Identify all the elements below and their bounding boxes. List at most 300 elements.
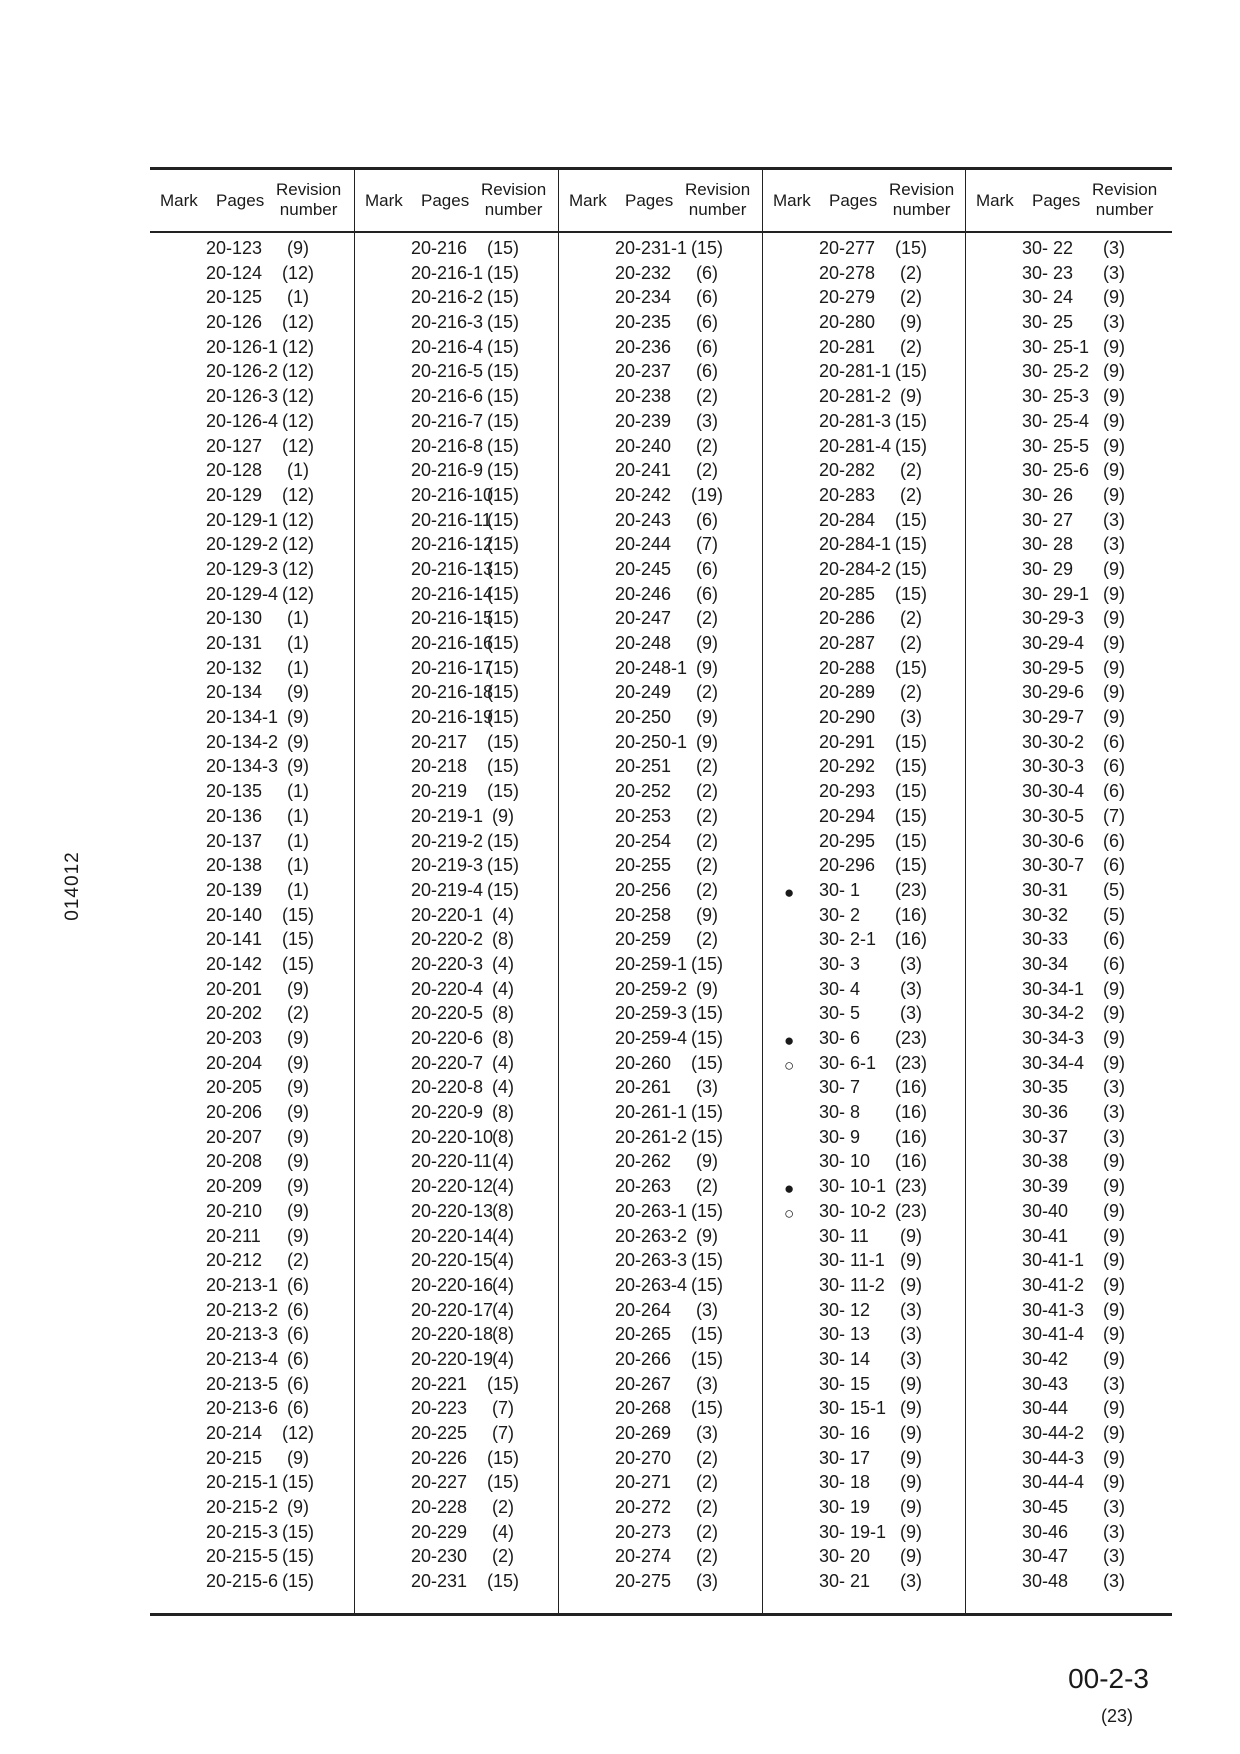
page-ref: 20-216-13: [411, 558, 494, 579]
table-row: [559, 287, 763, 312]
revision-number: (9): [900, 1373, 922, 1394]
page-ref: 30- 25-5: [1022, 435, 1090, 456]
table-row: [559, 1398, 763, 1423]
table-row: [559, 584, 763, 609]
page-ref: 30- 29: [1022, 558, 1074, 579]
revision-number: (2): [900, 460, 922, 481]
page-ref: 20-213-5: [206, 1373, 279, 1394]
page-ref: 20-282: [819, 460, 876, 481]
revision-number: (15): [282, 929, 315, 950]
table-row: [966, 485, 1170, 510]
page-ref: 20-216-12: [411, 534, 494, 555]
page-ref: 30-43: [1022, 1373, 1069, 1394]
page-ref: 30- 25-4: [1022, 410, 1090, 431]
page-ref: 20-262: [615, 1151, 672, 1172]
page-ref: 20-265: [615, 1324, 672, 1345]
page-ref: 20-281-2: [819, 386, 892, 407]
revision-number: (9): [1103, 1348, 1125, 1369]
table-row: [150, 386, 354, 411]
table-row: [559, 1324, 763, 1349]
revision-number: (9): [900, 1250, 922, 1271]
table-row: [150, 1077, 354, 1102]
page-ref: 30- 25: [1022, 312, 1074, 333]
table-row: [763, 1053, 967, 1078]
revision-number: (15): [487, 731, 520, 752]
page-ref: 20-215-6: [206, 1571, 279, 1592]
page-ref: 20-140: [206, 904, 263, 925]
table-row: [150, 1201, 354, 1226]
revision-number: (2): [900, 608, 922, 629]
page-ref: 20-215-2: [206, 1497, 279, 1518]
revision-number: (9): [1103, 1250, 1125, 1271]
table-row: [559, 979, 763, 1004]
revision-number: (2): [696, 1521, 718, 1542]
table-row: [966, 608, 1170, 633]
table-row: [150, 584, 354, 609]
table-row: [150, 1102, 354, 1127]
revision-number: (2): [696, 1447, 718, 1468]
table-row: [559, 337, 763, 362]
page-ref: 20-215-3: [206, 1521, 279, 1542]
table-row: [763, 682, 967, 707]
table-row: [966, 460, 1170, 485]
table-row: [966, 1077, 1170, 1102]
page-ref: 30- 23: [1022, 262, 1074, 283]
table-row: [966, 263, 1170, 288]
page-ref: 20-256: [615, 879, 672, 900]
page-ref: 30- 22: [1022, 238, 1074, 258]
page-ref: 30-29-3: [1022, 608, 1085, 629]
revision-number: (15): [282, 1571, 315, 1592]
revision-number: (23): [895, 1176, 928, 1197]
table-row: [966, 1127, 1170, 1152]
revision-number: (6): [1103, 929, 1125, 950]
page-ref: 20-280: [819, 312, 876, 333]
page-ref: 20-225: [411, 1423, 468, 1443]
page-ref: 20-281-1: [819, 361, 892, 382]
table-row: [763, 1324, 967, 1349]
revision-number: (6): [287, 1324, 309, 1345]
table-row: [559, 954, 763, 979]
revision-number: (3): [900, 1003, 922, 1024]
revision-number: (15): [487, 312, 520, 333]
page-ref: 20-213-3: [206, 1324, 279, 1345]
revision-number: (15): [895, 855, 928, 876]
page-ref: 20-284: [819, 509, 876, 530]
revision-number: (12): [282, 583, 315, 604]
table-row: [355, 781, 559, 806]
table-row: [559, 436, 763, 461]
page-ref: 30- 19: [819, 1497, 871, 1518]
page-ref: 20-216-16: [411, 633, 494, 653]
table-row: [150, 1250, 354, 1275]
table-row: [150, 559, 354, 584]
revision-number: (15): [691, 1102, 724, 1123]
table-row: [763, 855, 967, 880]
page-ref: 20-215-5: [206, 1546, 279, 1567]
table-row: [763, 658, 967, 683]
table-row: [355, 979, 559, 1004]
page-ref: 20-216-5: [411, 361, 484, 382]
table-row: [355, 633, 559, 658]
page-ref: 20-277: [819, 238, 876, 258]
table-row: [559, 1522, 763, 1547]
header-mark: Mark: [976, 191, 1014, 210]
page-ref: 20-236: [615, 336, 672, 357]
table-row: [150, 1571, 354, 1596]
page-ref: 20-275: [615, 1571, 672, 1592]
table-row: [966, 979, 1170, 1004]
revision-number: (2): [696, 830, 718, 851]
revision-number: (9): [1103, 484, 1125, 505]
page-ref: 30- 13: [819, 1324, 871, 1345]
table-row: [559, 1077, 763, 1102]
revision-number: (6): [1103, 731, 1125, 752]
table-row: [763, 1028, 967, 1053]
page-ref: 30-30-4: [1022, 781, 1085, 802]
table-row: [966, 1324, 1170, 1349]
table-row: [150, 929, 354, 954]
revision-number: (9): [1103, 1274, 1125, 1295]
table-row: [966, 1201, 1170, 1226]
page-ref: 20-141: [206, 929, 263, 950]
revision-number: (15): [282, 1546, 315, 1567]
revision-number: (4): [492, 1151, 514, 1172]
page-ref: 20-126-1: [206, 336, 279, 357]
page-ref: 20-210: [206, 1200, 263, 1221]
revision-number: (6): [287, 1299, 309, 1320]
revision-number: (9): [900, 1398, 922, 1419]
page-ref: 20-204: [206, 1052, 263, 1073]
revision-number: (9): [287, 1126, 309, 1147]
revision-number: (2): [900, 682, 922, 703]
page-ref: 20-216-18: [411, 682, 494, 703]
table-row: [559, 312, 763, 337]
page-ref: 20-216-4: [411, 336, 484, 357]
revision-number: (6): [696, 583, 718, 604]
table-row: [763, 905, 967, 930]
page-ref: 30- 9: [819, 1126, 861, 1147]
table-row: [966, 1374, 1170, 1399]
revision-number: (9): [696, 904, 718, 925]
page-ref: 30-44-2: [1022, 1423, 1085, 1443]
table-row: [150, 1423, 354, 1448]
revision-number: (3): [696, 1373, 718, 1394]
page-ref: 20-288: [819, 657, 876, 678]
table-row: [355, 1226, 559, 1251]
page-ref: 20-286: [819, 608, 876, 629]
header-pages: Pages: [1032, 191, 1081, 210]
table-row: [559, 1201, 763, 1226]
revision-number: (5): [1103, 904, 1125, 925]
table-row: [966, 1423, 1170, 1448]
page-ref: 20-294: [819, 805, 876, 826]
table-row: [763, 1497, 967, 1522]
revision-number: (15): [487, 879, 520, 900]
table-row: [150, 1497, 354, 1522]
page-ref: 20-220-19: [411, 1348, 494, 1369]
revision-number: (1): [287, 879, 309, 900]
table-row: [150, 707, 354, 732]
page-ref: 20-220-1: [411, 904, 484, 925]
revision-number: (9): [1103, 1176, 1125, 1197]
revision-table: [150, 167, 1172, 1616]
revision-number: (15): [487, 756, 520, 777]
revision-number: (15): [895, 781, 928, 802]
revision-number: (9): [900, 1274, 922, 1295]
page-ref: 20-216: [411, 238, 468, 258]
revision-number: (6): [696, 509, 718, 530]
revision-number: (15): [487, 830, 520, 851]
revision-number: (6): [287, 1373, 309, 1394]
revision-number: (8): [492, 1200, 514, 1221]
table-row: [559, 707, 763, 732]
revision-number: (6): [1103, 781, 1125, 802]
page-ref: 30-41-4: [1022, 1324, 1085, 1345]
table-row: [150, 633, 354, 658]
revision-number: (15): [691, 1274, 724, 1295]
table-row: [966, 756, 1170, 781]
revision-number: (1): [287, 657, 309, 678]
table-row: [763, 361, 967, 386]
revision-number: (15): [487, 1373, 520, 1394]
page-ref: 30- 11-1: [819, 1250, 885, 1271]
revision-number: (3): [1103, 1521, 1125, 1542]
page-ref: 30- 7: [819, 1077, 861, 1098]
page-ref: 30- 25-6: [1022, 460, 1090, 481]
page-ref: 20-259: [615, 929, 672, 950]
table-row: [150, 1472, 354, 1497]
table-row: [559, 238, 763, 263]
revision-number: (15): [691, 1052, 724, 1073]
page-ref: 20-266: [615, 1348, 672, 1369]
revision-number: (9): [1103, 608, 1125, 629]
column-header: [559, 170, 763, 231]
table-row: [559, 1127, 763, 1152]
table-row: [763, 1349, 967, 1374]
page-ref: 20-223: [411, 1398, 468, 1419]
revision-number: (15): [282, 1472, 315, 1493]
revision-number: (15): [691, 1398, 724, 1419]
page-ref: 20-218: [411, 756, 468, 777]
revision-number: (15): [691, 953, 724, 974]
table-row: [355, 1151, 559, 1176]
page-ref: 20-239: [615, 410, 672, 431]
table-row: [763, 287, 967, 312]
page-ref: 20-220-17: [411, 1299, 494, 1320]
page-ref: 30-30-2: [1022, 731, 1085, 752]
revision-number: (9): [287, 707, 309, 728]
revision-number: (7): [1103, 805, 1125, 826]
page-ref: 20-206: [206, 1102, 263, 1123]
revision-number: (16): [895, 1151, 928, 1172]
page-ref: 30-46: [1022, 1521, 1069, 1542]
table-row: [150, 682, 354, 707]
page-ref: 30-29-6: [1022, 682, 1085, 703]
revision-number: (9): [1103, 682, 1125, 703]
page-ref: 20-281-4: [819, 435, 892, 456]
table-row: [355, 1423, 559, 1448]
page-ref: 20-203: [206, 1028, 263, 1048]
page-ref: 20-216-1: [411, 262, 484, 283]
table-row: [966, 312, 1170, 337]
page-ref: 20-234: [615, 287, 672, 308]
page-ref: 20-216-8: [411, 435, 484, 456]
page-ref: 20-213-4: [206, 1348, 279, 1369]
revision-number: (15): [487, 781, 520, 802]
revision-number: (15): [487, 633, 520, 653]
page-ref: 30- 6: [819, 1028, 861, 1048]
column-header: [355, 170, 559, 231]
table-row: [150, 337, 354, 362]
table-row: [150, 1151, 354, 1176]
page-ref: 20-255: [615, 855, 672, 876]
table-row: [559, 1472, 763, 1497]
revision-number: (3): [696, 1571, 718, 1592]
page-ref: 20-220-4: [411, 978, 484, 999]
page-ref: 20-217: [411, 731, 468, 752]
revision-number: (9): [900, 1225, 922, 1246]
table-row: [763, 1300, 967, 1325]
page-ref: 30- 10-1: [819, 1176, 887, 1197]
revision-number: (9): [900, 1447, 922, 1468]
table-row: [559, 905, 763, 930]
revision-number: (7): [492, 1423, 514, 1443]
page-ref: 20-216-9: [411, 460, 484, 481]
revision-number: (2): [900, 262, 922, 283]
table-row: [763, 1522, 967, 1547]
revision-number: (12): [282, 312, 315, 333]
table-row: [559, 386, 763, 411]
table-column-2: [354, 170, 559, 1613]
revision-number: (12): [282, 534, 315, 555]
revision-number: (19): [691, 484, 724, 505]
table-row: [966, 1497, 1170, 1522]
page-ref: 20-227: [411, 1472, 468, 1493]
table-row: [966, 1448, 1170, 1473]
table-row: [966, 337, 1170, 362]
revision-number: (3): [900, 978, 922, 999]
page-ref: 30- 19-1: [819, 1521, 887, 1542]
revision-number: (6): [696, 558, 718, 579]
revision-number: (9): [287, 1077, 309, 1098]
header-revision: Revision number: [1092, 180, 1158, 219]
revision-number: (15): [895, 534, 928, 555]
revision-number: (3): [1103, 1497, 1125, 1518]
revision-number: (3): [900, 1571, 922, 1592]
revision-number: (7): [492, 1398, 514, 1419]
page-ref: 20-235: [615, 312, 672, 333]
table-row: [355, 1028, 559, 1053]
page-ref: 30- 14: [819, 1348, 871, 1369]
revision-number: (9): [1103, 583, 1125, 604]
table-row: [559, 361, 763, 386]
page-ref: 20-293: [819, 781, 876, 802]
page-ref: 30-30-6: [1022, 830, 1085, 851]
table-row: [966, 781, 1170, 806]
revision-number: (9): [1103, 287, 1125, 308]
table-row: [355, 584, 559, 609]
table-row: [559, 756, 763, 781]
revision-number: (9): [287, 1151, 309, 1172]
table-row: [559, 633, 763, 658]
page-ref: 20-254: [615, 830, 672, 851]
page-ref: 20-261-2: [615, 1126, 688, 1147]
table-row: [355, 707, 559, 732]
revision-number: (9): [287, 1200, 309, 1221]
page-ref: 20-219: [411, 781, 468, 802]
revision-number: (9): [900, 312, 922, 333]
table-row: [355, 411, 559, 436]
page-ref: 20-263-3: [615, 1250, 688, 1271]
table-row: [355, 436, 559, 461]
table-row: [966, 905, 1170, 930]
table-row: [966, 1151, 1170, 1176]
page-ref: 30-32: [1022, 904, 1069, 925]
revision-number: (9): [900, 1423, 922, 1443]
table-row: [966, 1226, 1170, 1251]
table-row: [355, 287, 559, 312]
table-row: [150, 287, 354, 312]
table-row: [763, 337, 967, 362]
page-ref: 20-212: [206, 1250, 263, 1271]
table-column-5: [965, 170, 1170, 1613]
table-rows: [966, 238, 1170, 1596]
page-ref: 20-127: [206, 435, 263, 456]
page-ref: 20-263-4: [615, 1274, 688, 1295]
page-ref: 20-273: [615, 1521, 672, 1542]
page-ref: 20-216-17: [411, 657, 494, 678]
page-ref: 30- 15-1: [819, 1398, 887, 1419]
revision-number: (2): [696, 1497, 718, 1518]
table-row: [763, 732, 967, 757]
page-ref: 30-30-3: [1022, 756, 1085, 777]
page-ref: 30- 25-1: [1022, 336, 1090, 357]
header-revision: Revision number: [685, 180, 751, 219]
page-ref: 30- 24: [1022, 287, 1074, 308]
revision-number: (8): [492, 1028, 514, 1048]
table-row: [355, 263, 559, 288]
revision-number: (2): [900, 484, 922, 505]
revision-number: (15): [487, 534, 520, 555]
revision-number: (9): [1103, 1003, 1125, 1024]
page-ref: 20-216-7: [411, 410, 484, 431]
table-row: [150, 1053, 354, 1078]
table-row: [559, 831, 763, 856]
table-row: [966, 1176, 1170, 1201]
page-ref: 20-264: [615, 1299, 672, 1320]
revision-number: (15): [895, 435, 928, 456]
page-ref: 20-216-6: [411, 386, 484, 407]
revision-number: (2): [696, 460, 718, 481]
table-row: [559, 806, 763, 831]
table-row: [966, 510, 1170, 535]
revision-number: (2): [696, 756, 718, 777]
page-ref: 30-35: [1022, 1077, 1069, 1098]
revision-number: (9): [1103, 1225, 1125, 1246]
revision-number: (4): [492, 1077, 514, 1098]
table-row: [559, 1226, 763, 1251]
revision-number: (15): [691, 238, 724, 258]
revision-number: (9): [1103, 361, 1125, 382]
table-row: [763, 1201, 967, 1226]
table-row: [559, 1497, 763, 1522]
page-ref: 30-29-4: [1022, 633, 1085, 653]
table-row: [355, 1497, 559, 1522]
header-mark: Mark: [569, 191, 607, 210]
revision-number: (3): [1103, 312, 1125, 333]
table-row: [150, 954, 354, 979]
